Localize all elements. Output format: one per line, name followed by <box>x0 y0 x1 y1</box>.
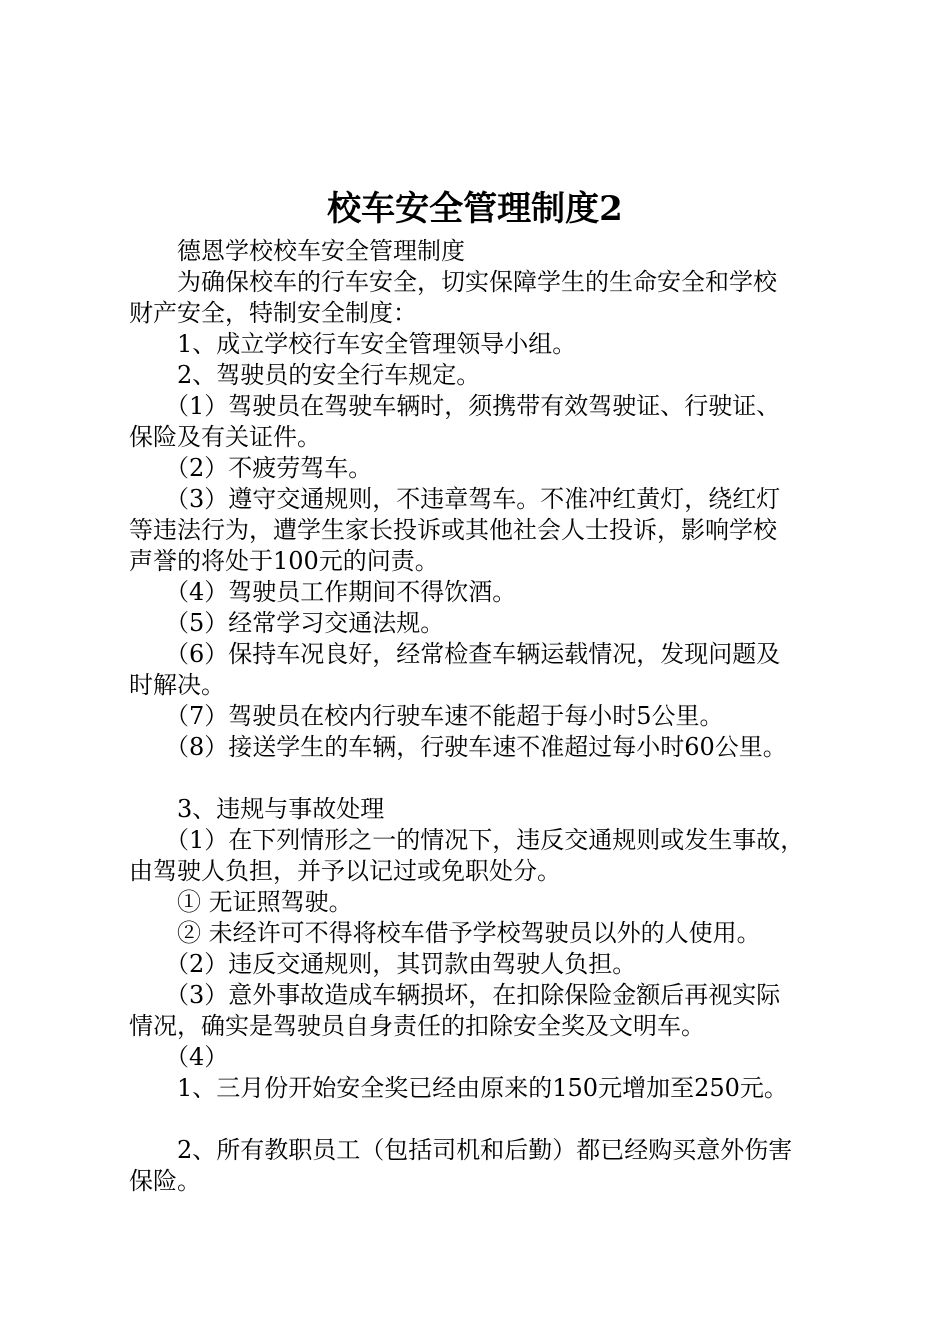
paragraph-line: （8）接送学生的车辆，行驶车速不准超过每小时60公里。 <box>129 733 787 761</box>
paragraph-line: 情况，确实是驾驶员自身责任的扣除安全奖及文明车。 <box>129 1012 705 1040</box>
paragraph-line: 财产安全，特制安全制度： <box>129 299 417 327</box>
paragraph-line: 德恩学校校车安全管理制度 <box>129 237 465 265</box>
document-body <box>129 236 849 1197</box>
paragraph-line: （7）驾驶员在校内行驶车速不能超于每小时5公里。 <box>129 702 724 730</box>
paragraph-line: ① 无证照驾驶。 <box>129 888 353 916</box>
paragraph-line: 2、驾驶员的安全行车规定。 <box>129 361 481 389</box>
paragraph-line: （1）在下列情形之一的情况下，违反交通规则或发生事故， <box>129 826 805 854</box>
paragraph-line: （2）违反交通规则，其罚款由驾驶人负担。 <box>129 950 637 978</box>
paragraph-line: 时解决。 <box>129 671 225 699</box>
paragraph-line: ② 未经许可不得将校车借予学校驾驶员以外的人使用。 <box>129 919 761 947</box>
paragraph-line: （5）经常学习交通法规。 <box>129 609 445 637</box>
paragraph-line: 2、所有教职员工（包括司机和后勤）都已经购买意外伤害 <box>129 1136 793 1164</box>
paragraph-line: 保险及有关证件。 <box>129 423 321 451</box>
paragraph-line: （2）不疲劳驾车。 <box>129 454 373 482</box>
paragraph-line: 1、三月份开始安全奖已经由原来的150元增加至250元。 <box>129 1074 788 1102</box>
paragraph-line: 声誉的将处于100元的问责。 <box>129 547 439 575</box>
section-heading: 3、违规与事故处理 <box>129 795 385 823</box>
paragraph-line: （3）意外事故造成车辆损坏，在扣除保险金额后再视实际 <box>129 981 781 1009</box>
paragraph-line: （1）驾驶员在驾驶车辆时，须携带有效驾驶证、行驶证、 <box>129 392 781 420</box>
paragraph-line: 保险。 <box>129 1167 201 1195</box>
paragraph-line: （4） <box>129 1043 229 1071</box>
paragraph-line: （3）遵守交通规则，不违章驾车。不准冲红黄灯，绕红灯 <box>129 485 781 513</box>
paragraph-line: 由驾驶人负担，并予以记过或免职处分。 <box>129 857 561 885</box>
paragraph-line: （4）驾驶员工作期间不得饮酒。 <box>129 578 517 606</box>
paragraph-line: 1、成立学校行车安全管理领导小组。 <box>129 330 577 358</box>
paragraph-line: 为确保校车的行车安全，切实保障学生的生命安全和学校 <box>129 268 777 296</box>
paragraph-line: 等违法行为，遭学生家长投诉或其他社会人士投诉，影响学校 <box>129 516 777 544</box>
paragraph-line: （6）保持车况良好，经常检查车辆运载情况，发现问题及 <box>129 640 781 668</box>
document-title: 校车安全管理制度2 <box>327 189 623 229</box>
